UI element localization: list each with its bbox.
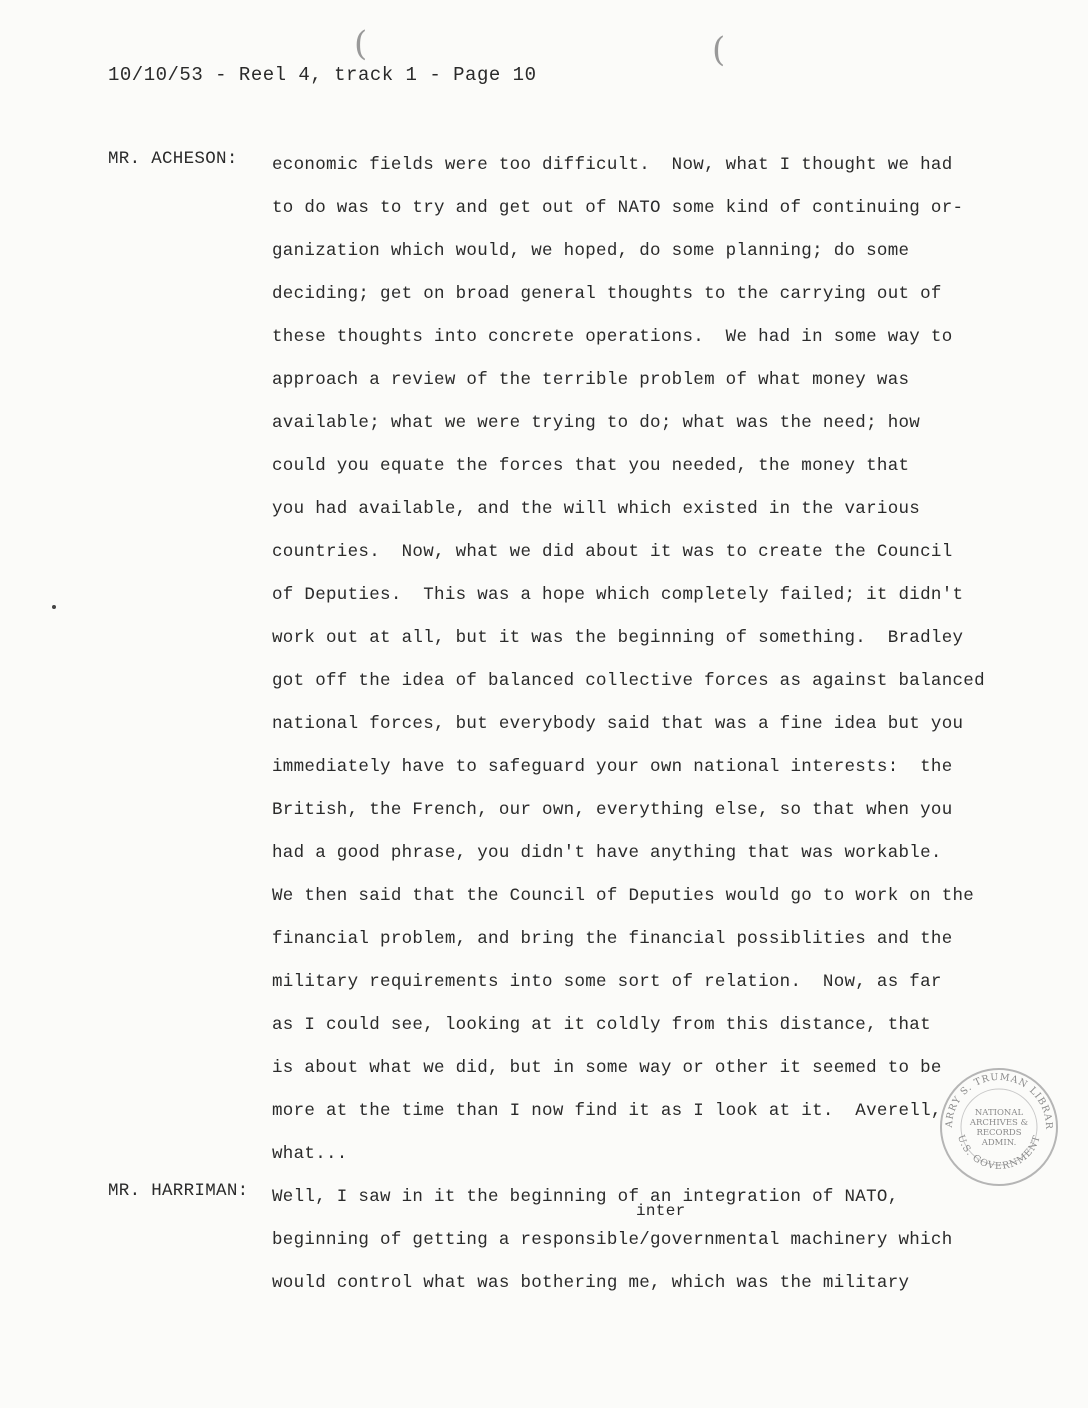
text-line: is about what we did, but in some way or other it seemed to be (272, 1058, 942, 1078)
text-line: more at the time than I now find it as I look at it. Averell, (272, 1101, 942, 1121)
text-line: approach a review of the terrible problem of what money was (272, 370, 910, 390)
text-line: you had available, and the will which existed in the various (272, 499, 921, 519)
speaker-acheson: MR. ACHESON: (108, 149, 238, 169)
stamp-line: ADMIN. (981, 1138, 1017, 1148)
page-header: 10/10/53 - Reel 4, track 1 - Page 10 (108, 64, 537, 86)
text-line: economic fields were too difficult. Now, what I thought we had (272, 155, 953, 175)
stamp-center (938, 1108, 1060, 1148)
text-line: had a good phrase, you didn't have anything that was workable. (272, 843, 942, 863)
text-line: of Deputies. This was a hope which completely failed; it didn't (272, 585, 964, 605)
stamp-line: RECORDS (976, 1128, 1022, 1138)
text-line: immediately have to safeguard your own national interests: the (272, 757, 953, 777)
text-line: got off the idea of balanced collective forces as against balanced (272, 671, 985, 691)
text-line: could you equate the forces that you needed, the money that (272, 456, 910, 476)
text-line: beginning of getting a responsible/governmental machinery which (272, 1230, 953, 1250)
text-line: what... (272, 1144, 348, 1164)
margin-mark: ( (712, 30, 726, 70)
library-stamp (938, 1066, 1060, 1188)
acheson-remarks (272, 149, 992, 1181)
text-line: financial problem, and bring the financial possiblities and the (272, 929, 953, 949)
text-line: would control what was bothering me, which was the military (272, 1273, 910, 1293)
stamp-line: ARCHIVES & (969, 1118, 1029, 1128)
text-line: national forces, but everybody said that was a fine idea but you (272, 714, 964, 734)
text-line: available; what we were trying to do; what was the need; how (272, 413, 921, 433)
text-line: British, the French, our own, everything else, so that when you (272, 800, 953, 820)
stamp-top-text: ARRY S. TRUMAN LIBRAR (943, 1071, 1055, 1130)
margin-mark: ( (354, 24, 368, 64)
text-line: Well, I saw in it the beginning of an integration of NATO, (272, 1187, 899, 1207)
text-line: as I could see, looking at it coldly from this distance, that (272, 1015, 931, 1035)
text-line: to do was to try and get out of NATO some kind of continuing or- (272, 198, 964, 218)
speaker-harriman: MR. HARRIMAN: (108, 1181, 249, 1201)
text-line: military requirements into some sort of relation. Now, as far (272, 972, 942, 992)
text-line: work out at all, but it was the beginning of something. Bradley (272, 628, 964, 648)
stamp-line: NATIONAL (974, 1108, 1024, 1118)
text-line: ganization which would, we hoped, do some planning; do some (272, 241, 910, 261)
harriman-remarks (272, 1181, 992, 1310)
text-line: deciding; get on broad general thoughts to the carrying out of (272, 284, 942, 304)
handwritten-interlineation: inter (636, 1202, 686, 1220)
text-line: these thoughts into concrete operations. We had in some way to (272, 327, 953, 347)
stray-mark (52, 605, 56, 609)
text-line: We then said that the Council of Deputies would go to work on the (272, 886, 975, 906)
stamp-bottom-text: U.S. GOVERNMENT (954, 1133, 1043, 1172)
text-line: countries. Now, what we did about it was to create the Council (272, 542, 953, 562)
